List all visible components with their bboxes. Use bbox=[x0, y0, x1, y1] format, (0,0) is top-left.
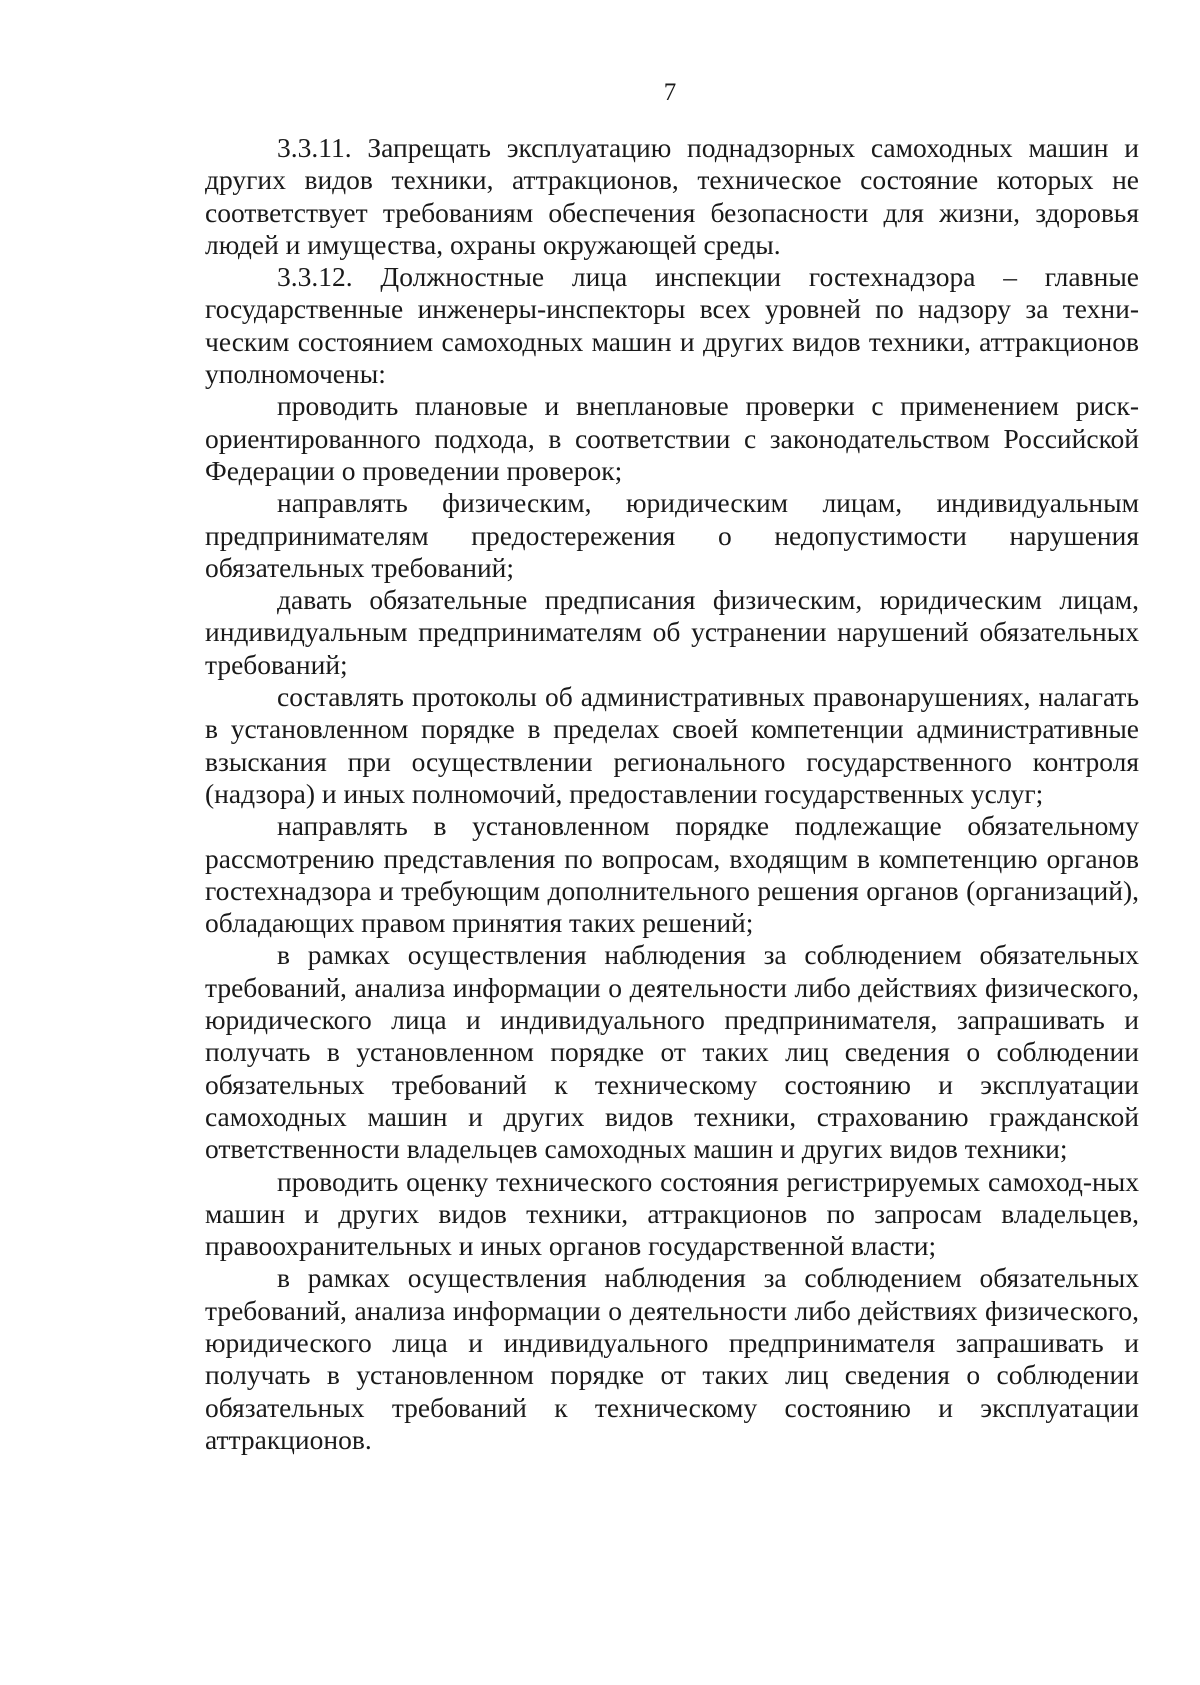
paragraph-protocols: составлять протоколы об административных правонарушениях, налагать в установленном порядке в пределах своей компетенции административные взыскания при осуществлении регионального государственного контроля (надзора) и иных полномочий, предоставлении государственных услуг; bbox=[205, 681, 1139, 809]
paragraph-assessment: проводить оценку технического состояния регистрируемых самоход-ных машин и других видов техники, аттракционов по запросам владельцев, правоохранительных и иных органов государственной власти; bbox=[205, 1165, 1139, 1262]
paragraph-requests-machines: в рамках осуществления наблюдения за соблюдением обязательных требований, анализа информации о деятельности либо действиях физического, юридического лица и индивидуального предпринимателя, запрашивать и получать в установленном порядке от таких лиц сведения о соблюдении обязательных требований к техническому состоянию и эксплуатации самоходных машин и других видов техники, страхованию гражданской ответственности владельцев самоходных машин и других видов техники; bbox=[205, 939, 1139, 1165]
page-number: 7 bbox=[663, 79, 677, 106]
paragraph-3-3-11: 3.3.11. Запрещать эксплуатацию поднадзорных самоходных машин и других видов техники, аттракционов, техническое состояние которых не соответствует требованиям обеспечения безопасности для жизни, здоровья людей и имущества, охраны окружающей среды. bbox=[205, 132, 1139, 260]
paragraph-requests-attractions: в рамках осуществления наблюдения за соблюдением обязательных требований, анализа информации о деятельности либо действиях физического, юридического лица и индивидуального предпринимателя запрашивать и получать в установленном порядке от таких лиц сведения о соблюдении обязательных требований к техническому состоянию и эксплуатации аттракционов. bbox=[205, 1262, 1139, 1455]
document-body bbox=[205, 132, 1139, 1456]
paragraph-orders: давать обязательные предписания физическим, юридическим лицам, индивидуальным предпринимателям об устранении нарушений обязательных требований; bbox=[205, 584, 1139, 680]
paragraph-submissions: направлять в установленном порядке подлежащие обязательному рассмотрению представления по вопросам, входящим в компетенцию органов гостехнадзора и требующим дополнительного решения органов (организаций), обладающих правом принятия таких решений; bbox=[205, 810, 1139, 939]
paragraph-inspections: проводить плановые и внеплановые проверки с применением риск-ориентированного подхода, в соответствии с законодательством Российской Федерации о проведении проверок; bbox=[205, 390, 1139, 486]
paragraph-warnings: направлять физическим, юридическим лицам, индивидуальным предпринимателям предостережения о недопустимости нарушения обязательных требований; bbox=[205, 487, 1139, 583]
paragraph-3-3-12: 3.3.12. Должностные лица инспекции гостехнадзора – главные государственные инженеры-инспекторы всех уровней по надзору за техни-ческим состоянием самоходных машин и других видов техники, аттракционов уполномочены: bbox=[205, 261, 1139, 390]
